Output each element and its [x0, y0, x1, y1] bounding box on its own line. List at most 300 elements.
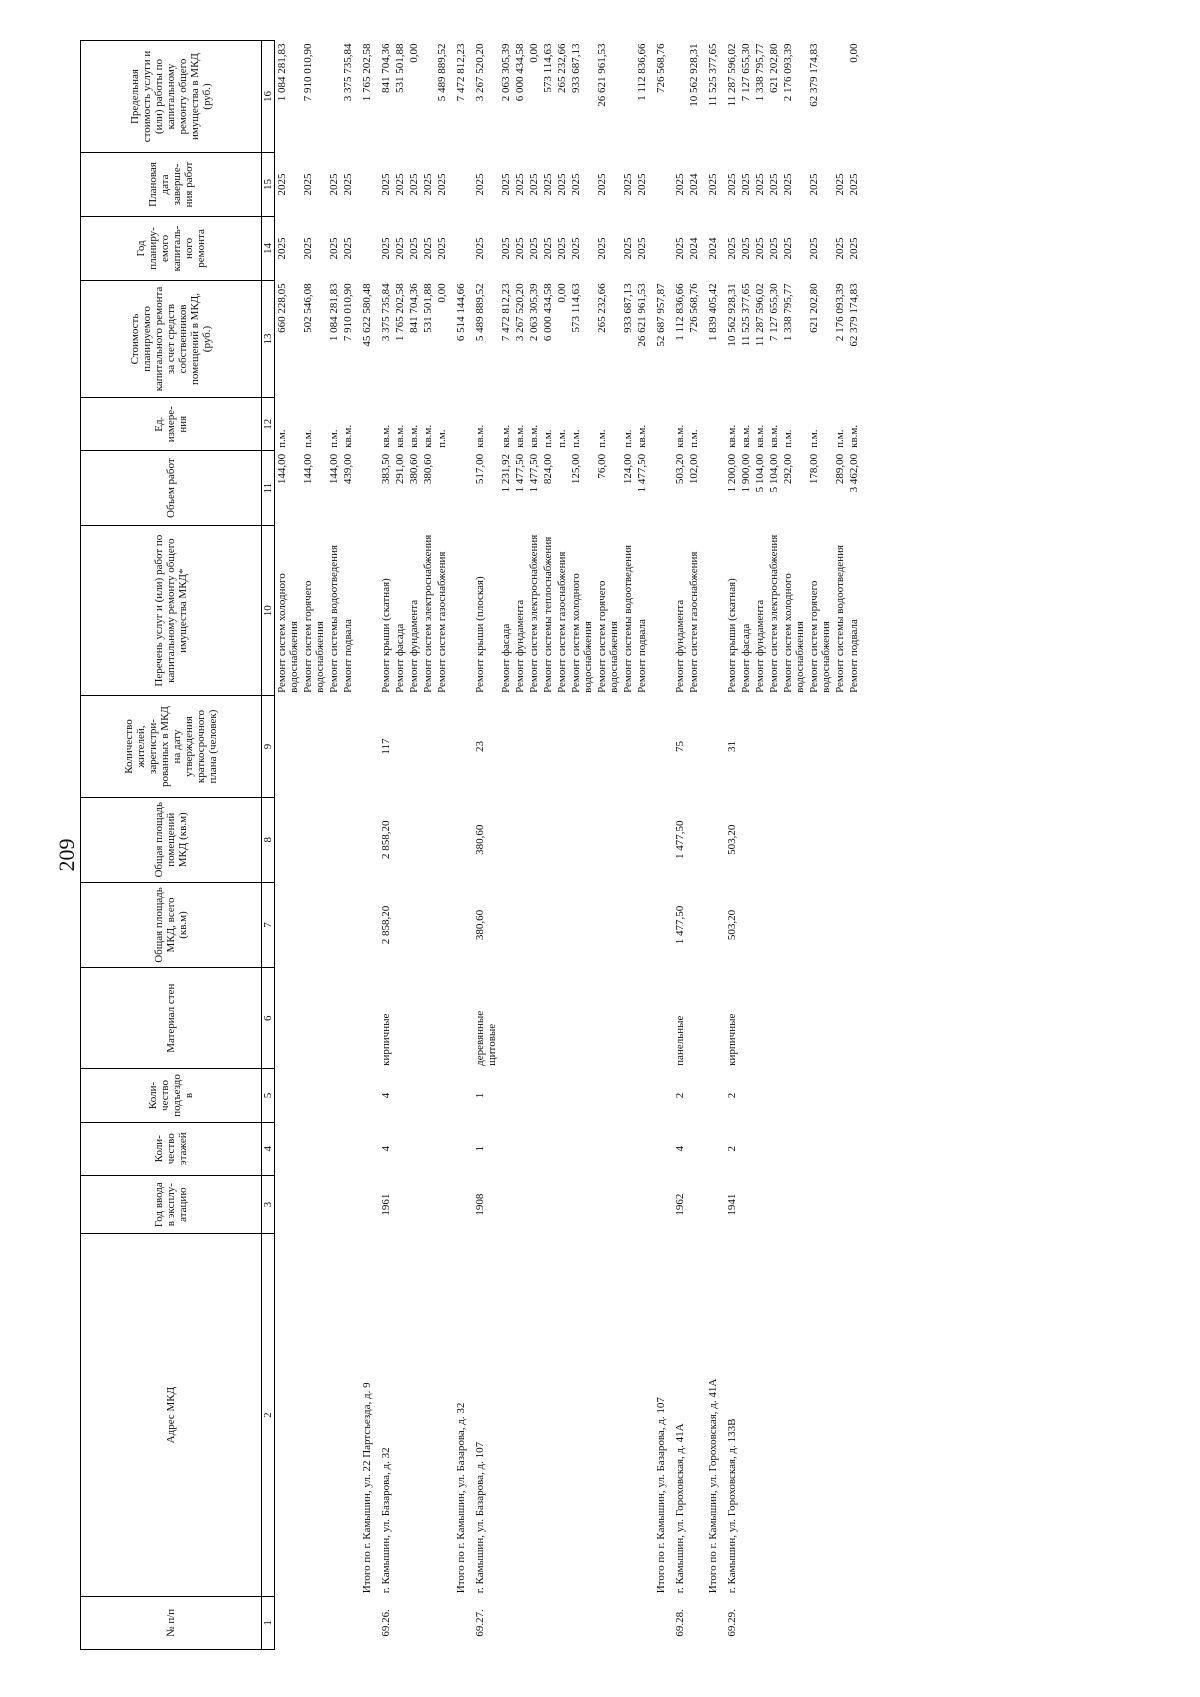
row-build-year — [435, 1175, 449, 1234]
row-repair-year: 2025 — [394, 237, 406, 260]
column-header: Год планиру-емого капиталь-ного ремонта — [81, 216, 262, 280]
column-number: 2 — [262, 1234, 275, 1596]
row-limit-cost — [833, 41, 847, 153]
row-entrances: 2 — [674, 1092, 686, 1099]
row-floors — [595, 1122, 621, 1175]
total-cost: 52 687 957,87 — [655, 283, 667, 347]
row-limit-cost: 6 000 434,58 — [514, 43, 526, 102]
row-entrances: 1 — [474, 1092, 486, 1099]
row-work-type: Ремонт систем электроснабжения — [528, 534, 540, 693]
row-area-total: 503,20 — [726, 909, 738, 941]
row-address — [499, 1234, 513, 1596]
row-end-date: 2025 — [808, 173, 820, 196]
row-wall-material — [541, 968, 555, 1069]
row-end-date: 2025 — [848, 173, 860, 196]
row-area-rooms — [275, 797, 302, 882]
column-number: 4 — [262, 1122, 275, 1175]
row-residents — [807, 696, 833, 797]
row-end-date: 2025 — [474, 173, 486, 196]
row-number: 69.28. — [674, 1609, 686, 1637]
column-header: Общая площадь МКД, всего (кв.м) — [81, 882, 262, 967]
row-residents — [781, 696, 807, 797]
row-build-year — [569, 1175, 595, 1234]
column-header: Предельная стоимость услуги и (или) работы по капитальному ремонту общего имущества в МКД (руб.) — [81, 41, 262, 153]
column-header: Коли-чество подъездо в — [81, 1069, 262, 1122]
row-wall-material — [635, 968, 649, 1069]
row-cost: 2 063 305,39 — [528, 283, 540, 342]
row-wall-material — [513, 968, 527, 1069]
row-area-total — [847, 882, 861, 967]
row-floors — [687, 1122, 701, 1175]
row-cost: 6 000 434,58 — [542, 283, 554, 342]
table-row — [781, 41, 807, 1650]
row-area-rooms: 380,60 — [474, 824, 486, 855]
row-area-rooms — [569, 797, 595, 882]
table-row — [327, 41, 341, 1650]
row-area-rooms — [341, 797, 355, 882]
row-residents — [435, 696, 449, 797]
row-cost: 1 765 202,58 — [394, 283, 406, 342]
row-build-year — [595, 1175, 621, 1234]
row-cost: 841 704,36 — [408, 283, 420, 333]
row-entrances — [687, 1069, 701, 1122]
row-area-total — [767, 882, 781, 967]
row-address — [435, 1234, 449, 1596]
row-floors — [421, 1122, 435, 1175]
row-area-rooms — [767, 797, 781, 882]
row-area-rooms — [687, 797, 701, 882]
row-work-type: Ремонт крыши (скатная) — [380, 578, 392, 693]
row-area-total — [301, 882, 327, 967]
row-number — [527, 1596, 541, 1649]
row-volume: 144,00 — [276, 453, 288, 485]
column-number: 12 — [262, 398, 275, 451]
row-area-rooms — [847, 797, 861, 882]
row-end-date: 2025 — [570, 173, 582, 196]
total-end-date: 2025 — [707, 173, 719, 196]
row-volume: 824,00 — [542, 453, 554, 485]
row-area-rooms — [555, 797, 569, 882]
row-area-rooms — [327, 797, 341, 882]
row-area-total — [407, 882, 421, 967]
row-end-date: 2025 — [754, 173, 766, 196]
row-area-total — [595, 882, 621, 967]
row-repair-year: 2025 — [570, 237, 582, 260]
row-number — [739, 1596, 753, 1649]
row-area-rooms — [435, 797, 449, 882]
row-end-date: 2025 — [514, 173, 526, 196]
row-limit-cost: 10 562 928,31 — [688, 43, 700, 107]
row-area-total — [569, 882, 595, 967]
row-end-date: 2025 — [342, 173, 354, 196]
row-address — [341, 1234, 355, 1596]
row-volume: 1 200,00 — [726, 453, 738, 493]
row-address — [569, 1234, 595, 1596]
column-header: Плановая дата заверше-ния работ — [81, 153, 262, 217]
row-limit-cost: 841 704,36 — [380, 43, 392, 93]
row-wall-material — [807, 968, 833, 1069]
row-number — [753, 1596, 767, 1649]
row-end-date: 2025 — [302, 173, 314, 196]
row-floors: 2 — [726, 1145, 738, 1152]
total-row — [449, 41, 473, 1650]
row-residents — [833, 696, 847, 797]
row-floors — [569, 1122, 595, 1175]
row-build-year: 1961 — [380, 1193, 392, 1216]
row-repair-year: 2024 — [688, 237, 700, 260]
table-row — [753, 41, 767, 1650]
row-address: г. Камышин, ул. Гороховская, д. 133В — [726, 1418, 738, 1594]
row-cost: 0,00 — [556, 283, 568, 303]
row-repair-year: 2025 — [782, 237, 794, 260]
row-work-type: Ремонт систем горячего водоснабжения — [808, 580, 832, 693]
table-row — [847, 41, 861, 1650]
row-volume: 380,60 — [422, 453, 434, 485]
row-residents — [327, 696, 341, 797]
row-unit: кв.м. — [422, 424, 434, 448]
column-header: Перечень услуг и (или) работ по капитальному ремонту общего имущества МКД* — [81, 525, 262, 695]
row-limit-cost: 62 379 174,83 — [808, 43, 820, 107]
row-volume: 102,00 — [688, 453, 700, 485]
row-address — [767, 1234, 781, 1596]
row-area-total — [621, 882, 635, 967]
row-address — [421, 1234, 435, 1596]
row-build-year — [275, 1175, 302, 1234]
row-build-year — [421, 1175, 435, 1234]
row-wall-material: панельные — [674, 1015, 686, 1066]
row-unit: кв.м. — [474, 424, 486, 448]
row-repair-year: 2025 — [848, 237, 860, 260]
row-residents: 75 — [674, 741, 686, 753]
row-area-rooms — [833, 797, 847, 882]
row-work-type: Ремонт подвала — [848, 619, 860, 693]
table-row — [435, 41, 449, 1650]
total-end-date — [649, 153, 673, 217]
row-volume: 517,00 — [474, 453, 486, 485]
row-unit: кв.м. — [754, 424, 766, 448]
row-entrances — [393, 1069, 407, 1122]
row-work-type: Ремонт системы водоотведения — [622, 544, 634, 693]
row-limit-cost: 7 127 655,30 — [740, 43, 752, 102]
row-build-year — [541, 1175, 555, 1234]
total-spacer — [449, 1596, 473, 1649]
row-area-total — [555, 882, 569, 967]
row-cost: 3 267 520,20 — [514, 283, 526, 342]
table-row — [379, 41, 393, 1650]
row-entrances — [499, 1069, 513, 1122]
row-number: 69.27. — [474, 1609, 486, 1637]
row-floors — [527, 1122, 541, 1175]
table-row — [473, 41, 499, 1650]
row-number — [499, 1596, 513, 1649]
row-unit: п.м. — [302, 429, 314, 448]
row-end-date: 2024 — [688, 173, 700, 196]
total-row — [355, 41, 379, 1650]
column-number: 8 — [262, 797, 275, 882]
row-number — [435, 1596, 449, 1649]
row-build-year — [499, 1175, 513, 1234]
row-build-year — [555, 1175, 569, 1234]
row-residents — [595, 696, 621, 797]
row-work-type: Ремонт систем холодного водоснабжения — [570, 573, 594, 693]
row-repair-year: 2025 — [542, 237, 554, 260]
column-number: 9 — [262, 696, 275, 797]
row-cost: 3 375 735,84 — [380, 283, 392, 342]
row-limit-cost: 1 084 281,83 — [276, 43, 288, 102]
row-area-total: 1 477,50 — [674, 905, 686, 945]
row-address — [687, 1234, 701, 1596]
row-entrances — [341, 1069, 355, 1122]
row-cost: 2 176 093,39 — [834, 283, 846, 342]
row-wall-material — [301, 968, 327, 1069]
row-repair-year: 2025 — [726, 237, 738, 260]
row-build-year — [621, 1175, 635, 1234]
row-residents — [739, 696, 753, 797]
table-row — [595, 41, 621, 1650]
table-row — [621, 41, 635, 1650]
row-work-type: Ремонт систем газоснабжения — [688, 551, 700, 693]
row-floors — [753, 1122, 767, 1175]
row-work-type: Ремонт систем холодного водоснабжения — [782, 573, 806, 693]
row-unit: кв.м. — [768, 424, 780, 448]
row-area-total — [527, 882, 541, 967]
row-residents — [767, 696, 781, 797]
total-repair-year — [649, 216, 673, 280]
row-entrances: 2 — [726, 1092, 738, 1099]
row-volume: 1 477,50 — [636, 453, 648, 493]
row-volume: 144,00 — [328, 453, 340, 485]
row-unit: п.м. — [436, 429, 448, 448]
row-area-total — [275, 882, 302, 967]
row-area-rooms — [541, 797, 555, 882]
column-number: 14 — [262, 216, 275, 280]
column-header: Стоимость планируемого капитального ремонта за счет средств собственников помещений в МКД, (руб.) — [81, 280, 262, 397]
row-residents — [421, 696, 435, 797]
table-row — [555, 41, 569, 1650]
row-cost: 10 562 928,31 — [726, 283, 738, 347]
row-end-date: 2025 — [436, 173, 448, 196]
row-unit: п.м. — [556, 429, 568, 448]
row-wall-material — [621, 968, 635, 1069]
row-floors — [635, 1122, 649, 1175]
row-wall-material — [595, 968, 621, 1069]
total-cost: 6 514 144,66 — [455, 283, 467, 342]
table-row — [767, 41, 781, 1650]
row-wall-material — [833, 968, 847, 1069]
row-area-total — [833, 882, 847, 967]
row-unit: кв.м. — [740, 424, 752, 448]
row-wall-material — [527, 968, 541, 1069]
row-repair-year: 2025 — [302, 237, 314, 260]
row-number — [569, 1596, 595, 1649]
row-cost: 62 379 174,83 — [848, 283, 860, 347]
row-address — [407, 1234, 421, 1596]
row-volume: 5 104,00 — [768, 453, 780, 493]
row-wall-material — [327, 968, 341, 1069]
row-area-rooms — [393, 797, 407, 882]
row-work-type: Ремонт систем электроснабжения — [422, 534, 434, 693]
row-end-date: 2025 — [542, 173, 554, 196]
repair-plan-table — [80, 40, 861, 1650]
row-wall-material — [569, 968, 595, 1069]
row-unit: п.м. — [542, 429, 554, 448]
column-header: Адрес МКД — [81, 1234, 262, 1596]
table-header-row — [81, 41, 262, 1650]
table-row — [499, 41, 513, 1650]
row-volume: 439,00 — [342, 453, 354, 485]
row-unit: кв.м. — [408, 424, 420, 448]
row-entrances — [739, 1069, 753, 1122]
row-cost: 7 472 812,23 — [500, 283, 512, 342]
row-address: г. Камышин, ул. Базарова, д. 107 — [474, 1441, 486, 1594]
row-floors — [847, 1122, 861, 1175]
row-floors — [499, 1122, 513, 1175]
row-number — [767, 1596, 781, 1649]
row-entrances — [541, 1069, 555, 1122]
row-number — [275, 1596, 302, 1649]
row-area-rooms — [595, 797, 621, 882]
row-address — [327, 1234, 341, 1596]
row-number — [513, 1596, 527, 1649]
row-number: 69.26. — [380, 1609, 392, 1637]
column-number: 10 — [262, 525, 275, 695]
row-work-type: Ремонт подвала — [342, 619, 354, 693]
row-entrances — [847, 1069, 861, 1122]
row-repair-year: 2025 — [622, 237, 634, 260]
row-build-year — [327, 1175, 341, 1234]
column-header: № п/п — [81, 1596, 262, 1649]
row-build-year — [341, 1175, 355, 1234]
row-build-year — [767, 1175, 781, 1234]
row-unit: кв.м. — [848, 424, 860, 448]
row-area-total — [421, 882, 435, 967]
row-build-year — [407, 1175, 421, 1234]
row-residents — [527, 696, 541, 797]
row-entrances — [327, 1069, 341, 1122]
row-work-type: Ремонт крыши (плоская) — [474, 576, 486, 693]
row-floors — [393, 1122, 407, 1175]
row-number — [541, 1596, 555, 1649]
row-end-date: 2025 — [328, 173, 340, 196]
total-label: Итого по г. Камышин, ул. Гороховская, д. 41А — [707, 1378, 719, 1594]
row-address — [739, 1234, 753, 1596]
row-entrances — [527, 1069, 541, 1122]
row-cost: 7 127 655,30 — [768, 283, 780, 342]
row-residents — [569, 696, 595, 797]
row-end-date: 2025 — [674, 173, 686, 196]
row-end-date: 2025 — [834, 173, 846, 196]
row-residents — [275, 696, 302, 797]
row-cost: 660 228,05 — [276, 283, 288, 333]
row-volume: 1 477,50 — [528, 453, 540, 493]
row-repair-year: 2025 — [808, 237, 820, 260]
row-end-date: 2025 — [394, 173, 406, 196]
row-cost: 531 501,88 — [422, 283, 434, 333]
row-residents — [541, 696, 555, 797]
row-volume: 125,00 — [570, 453, 582, 485]
row-end-date: 2025 — [380, 173, 392, 196]
row-volume: 1 231,92 — [500, 453, 512, 493]
row-cost: 1 084 281,83 — [328, 283, 340, 342]
row-floors — [541, 1122, 555, 1175]
row-volume: 291,00 — [394, 453, 406, 485]
row-wall-material — [781, 968, 807, 1069]
row-area-total: 2 858,20 — [380, 905, 392, 945]
row-cost: 621 202,80 — [808, 283, 820, 333]
row-cost: 0,00 — [436, 283, 448, 303]
row-area-total — [327, 882, 341, 967]
row-area-total — [635, 882, 649, 967]
row-repair-year: 2025 — [380, 237, 392, 260]
row-cost: 573 114,63 — [570, 283, 582, 333]
row-number — [595, 1596, 621, 1649]
row-limit-cost: 933 687,13 — [570, 43, 582, 93]
row-work-type: Ремонт систем газоснабжения — [556, 551, 568, 693]
column-number: 13 — [262, 280, 275, 397]
row-limit-cost: 3 375 735,84 — [342, 43, 354, 102]
row-build-year — [847, 1175, 861, 1234]
column-header: Количество жителей, зарегистри-рованных в МКД на дату утверждения краткосрочного плана (человек) — [81, 696, 262, 797]
row-cost: 1 338 795,77 — [782, 283, 794, 342]
table-row — [725, 41, 739, 1650]
row-entrances — [513, 1069, 527, 1122]
row-repair-year: 2025 — [528, 237, 540, 260]
total-label: Итого по г. Камышин, ул. 22 Партсъезда, д. 9 — [361, 1382, 373, 1594]
row-end-date: 2025 — [726, 173, 738, 196]
row-work-type: Ремонт фундамента — [754, 599, 766, 693]
row-end-date: 2025 — [768, 173, 780, 196]
row-repair-year: 2025 — [740, 237, 752, 260]
row-repair-year: 2025 — [328, 237, 340, 260]
row-area-total — [341, 882, 355, 967]
row-work-type: Ремонт систем холодного водоснабжения — [276, 573, 300, 693]
row-entrances — [569, 1069, 595, 1122]
row-repair-year: 2025 — [596, 237, 608, 260]
row-repair-year: 2025 — [342, 237, 354, 260]
column-header: Ед. измере-ния — [81, 398, 262, 451]
row-unit: кв.м. — [528, 424, 540, 448]
row-limit-cost: 7 910 010,90 — [302, 43, 314, 102]
row-entrances — [595, 1069, 621, 1122]
row-build-year — [527, 1175, 541, 1234]
column-header: Объем работ — [81, 451, 262, 526]
row-cost: 726 568,76 — [688, 283, 700, 333]
total-repair-year — [355, 216, 379, 280]
row-entrances — [635, 1069, 649, 1122]
row-entrances: 4 — [380, 1092, 392, 1099]
table-row — [833, 41, 847, 1650]
row-wall-material — [687, 968, 701, 1069]
row-cost: 11 525 377,65 — [740, 283, 752, 347]
row-repair-year: 2025 — [754, 237, 766, 260]
row-address — [833, 1234, 847, 1596]
row-repair-year: 2025 — [474, 237, 486, 260]
row-volume: 5 104,00 — [754, 453, 766, 493]
row-build-year — [301, 1175, 327, 1234]
row-volume: 178,00 — [808, 453, 820, 485]
row-floors: 4 — [674, 1145, 686, 1152]
row-wall-material — [341, 968, 355, 1069]
row-end-date: 2025 — [276, 173, 288, 196]
row-number — [393, 1596, 407, 1649]
row-end-date: 2025 — [596, 173, 608, 196]
row-end-date: 2025 — [528, 173, 540, 196]
row-repair-year: 2025 — [436, 237, 448, 260]
row-volume: 380,60 — [408, 453, 420, 485]
row-build-year: 1962 — [674, 1193, 686, 1216]
row-limit-cost — [621, 41, 635, 153]
row-build-year — [807, 1175, 833, 1234]
